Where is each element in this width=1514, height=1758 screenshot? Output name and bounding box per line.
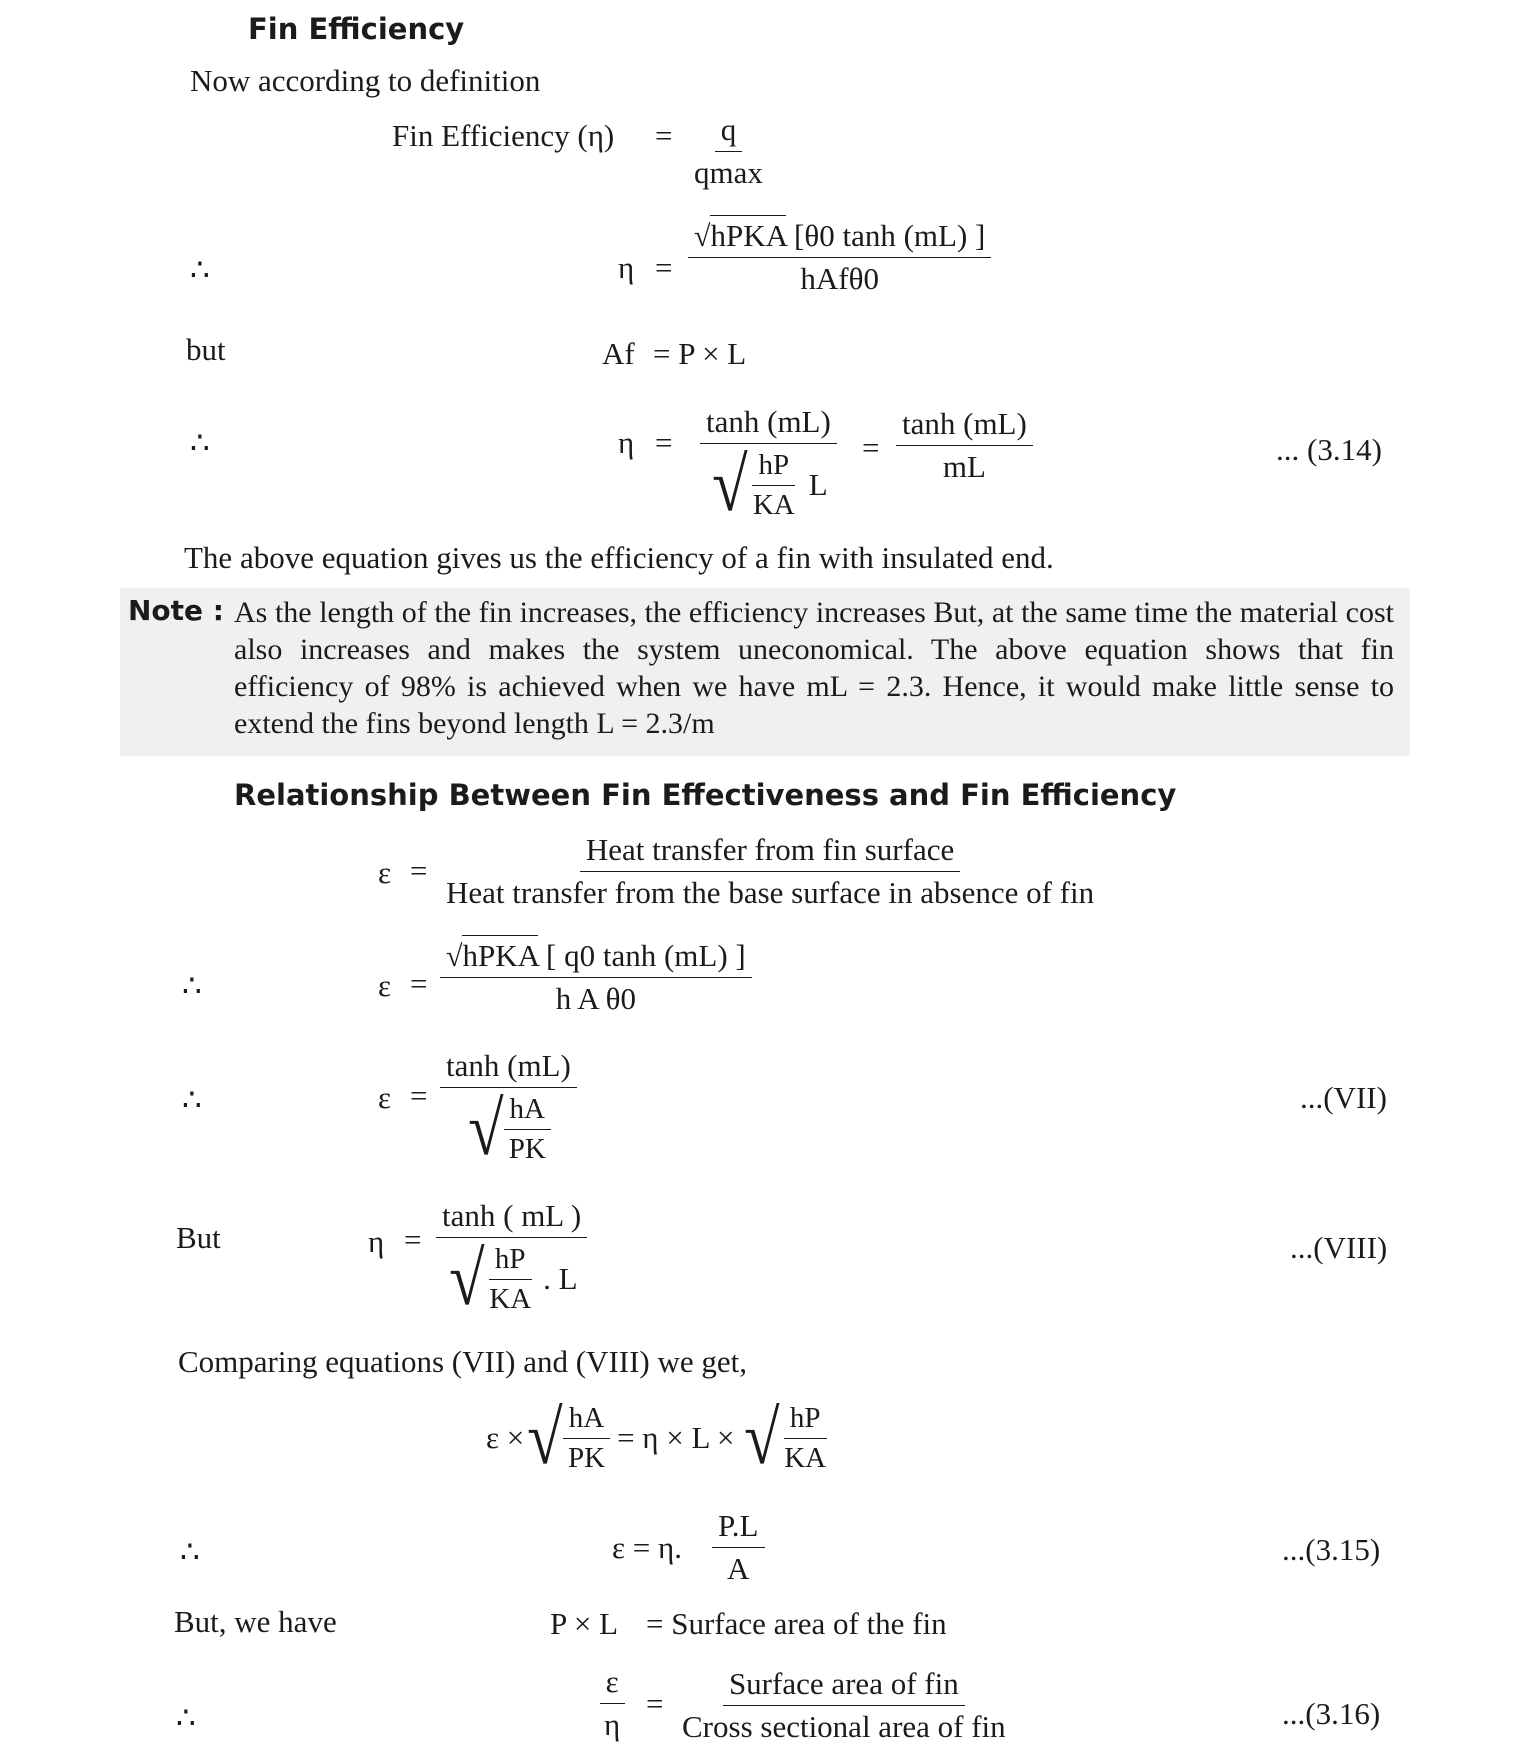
eq8-lhs: η [368,1224,385,1259]
eq7-equals: = [410,1078,428,1113]
eq11-lhs: P × L [550,1606,619,1641]
eq2-fraction [688,218,991,297]
eq7-fraction [440,1048,577,1171]
eq1-equals: = [655,118,673,153]
section-heading-fin-efficiency: Fin Efficiency [248,12,465,46]
eq1-lhs: Fin Efficiency (η) [392,118,615,153]
eq6-root: hPKA [462,935,538,973]
eq8-den-num: hP [489,1243,532,1280]
eq3-but: but [186,332,226,367]
eq8-but: But [176,1220,221,1255]
eq12-lhs-den: η [604,1707,621,1742]
eq7-numerator: tanh (mL) [440,1048,577,1088]
eq12-numerator: Surface area of fin [723,1666,965,1706]
eq3-rhs: = P × L [653,336,747,371]
eq4-fraction1 [700,404,837,527]
eq9-r1-den: PK [567,1441,606,1474]
eq7-lhs: ε [378,1080,392,1115]
comparing-text: Comparing equations (VII) and (VIII) we get, [178,1344,748,1379]
eq6-fraction [440,938,752,1017]
eq12-fraction [676,1666,1012,1745]
sqrt-icon: √ [527,1396,563,1480]
eq5-numerator: Heat transfer from fin surface [580,832,960,872]
eq4-equals2: = [862,430,880,465]
eq1-fraction [688,112,769,191]
eq4-den1-num: hP [752,449,795,486]
eq7-therefore: ∴ [182,1082,202,1117]
eq12-therefore: ∴ [176,1700,196,1735]
eq6-therefore: ∴ [182,968,202,1003]
eq4-num2: tanh (mL) [896,406,1033,446]
eq11-rhs: = Surface area of the fin [646,1606,947,1641]
eq10-therefore: ∴ [180,1534,200,1569]
eq8-fraction [436,1198,587,1321]
intro-text: Now according to definition [190,63,541,98]
sqrt-icon: √ [694,220,711,253]
eq5-denominator: Heat transfer from the base surface in absence of fin [446,875,1095,910]
eq4-tag: ... (3.14) [1276,432,1382,467]
sqrt-icon: √ [448,1237,485,1321]
eq6-num-rest: [ q0 tanh (mL) ] [546,938,746,973]
eq10-fraction [712,1508,765,1587]
eq9-r2-num: hP [784,1402,827,1439]
eq7-den-num: hA [504,1093,551,1130]
eq9-row [486,1396,832,1480]
eq6-denominator: h A θ0 [555,981,637,1016]
eq2-equals: = [655,250,673,285]
note-label: Note : [128,594,224,627]
eq1-denominator: qmax [694,155,763,190]
sqrt-icon: √ [712,443,748,527]
section-heading-relationship: Relationship Between Fin Effectiveness and Fin Efficiency [234,778,1177,812]
eq2-therefore: ∴ [190,252,210,287]
eq6-lhs: ε [378,968,392,1003]
eq4-num1: tanh (mL) [700,404,837,444]
eq5-equals: = [410,853,428,888]
eq4-lhs: η [618,425,635,460]
eq7-tag: ...(VII) [1300,1080,1387,1115]
eq4-den2: mL [942,449,986,484]
eq12-equals: = [646,1686,664,1721]
eq4-equals: = [655,425,673,460]
eq12-lhs-fraction [598,1664,626,1743]
eq2-denominator: hAfθ0 [800,261,879,296]
eq8-den-tail: . L [543,1261,578,1296]
eq12-lhs-num: ε [600,1664,625,1704]
remark-text: The above equation gives us the efficiency of a fin with insulated end. [184,540,1054,575]
eq10-tag: ...(3.15) [1282,1532,1381,1567]
eq8-numerator: tanh ( mL ) [436,1198,587,1238]
eq4-den1-tail: L [808,467,828,502]
eq9-r1-num: hA [563,1402,610,1439]
eq8-den-den: KA [489,1282,532,1315]
eq4-fraction2 [896,406,1033,485]
eq4-therefore: ∴ [190,425,210,460]
eq5-fraction [440,832,1100,911]
eq8-tag: ...(VIII) [1290,1230,1388,1265]
sqrt-icon: √ [743,1396,780,1480]
sqrt-icon: √ [468,1087,504,1171]
eq5-lhs: ε [378,855,392,890]
eq12-tag: ...(3.16) [1282,1696,1381,1731]
eq11-prefix: But, we have [174,1604,337,1639]
sqrt-icon: √ [446,940,463,973]
eq1-numerator: q [715,112,743,152]
eq2-lhs: η [618,250,635,285]
eq9-r2-den: KA [784,1441,827,1474]
eq9-left: ε × [486,1420,525,1455]
eq2-root: hPKA [710,215,786,253]
eq10-numerator: P.L [712,1508,765,1548]
eq12-denominator: Cross sectional area of fin [682,1709,1006,1744]
eq2-num-rest: [θ0 tanh (mL) ] [794,218,986,253]
eq7-den-den: PK [508,1132,546,1165]
eq10-denominator: A [727,1551,750,1586]
eq4-den1-den: KA [752,488,795,521]
note-text: As the length of the fin increases, the efficiency increases But, at the same time the material cost also increases and makes the system uneconomical. The above equation shows that fin efficiency of 98% is achieved when we have mL = 2.3. Hence, it would make little sense to extend the fins beyond length L = 2.3/m [234,596,1394,740]
eq8-equals: = [404,1222,422,1257]
eq6-equals: = [410,966,428,1001]
eq10-lhs: ε = η. [612,1530,682,1565]
eq3-lhs: Af [602,336,635,371]
eq9-mid: = η × L × [617,1420,735,1455]
